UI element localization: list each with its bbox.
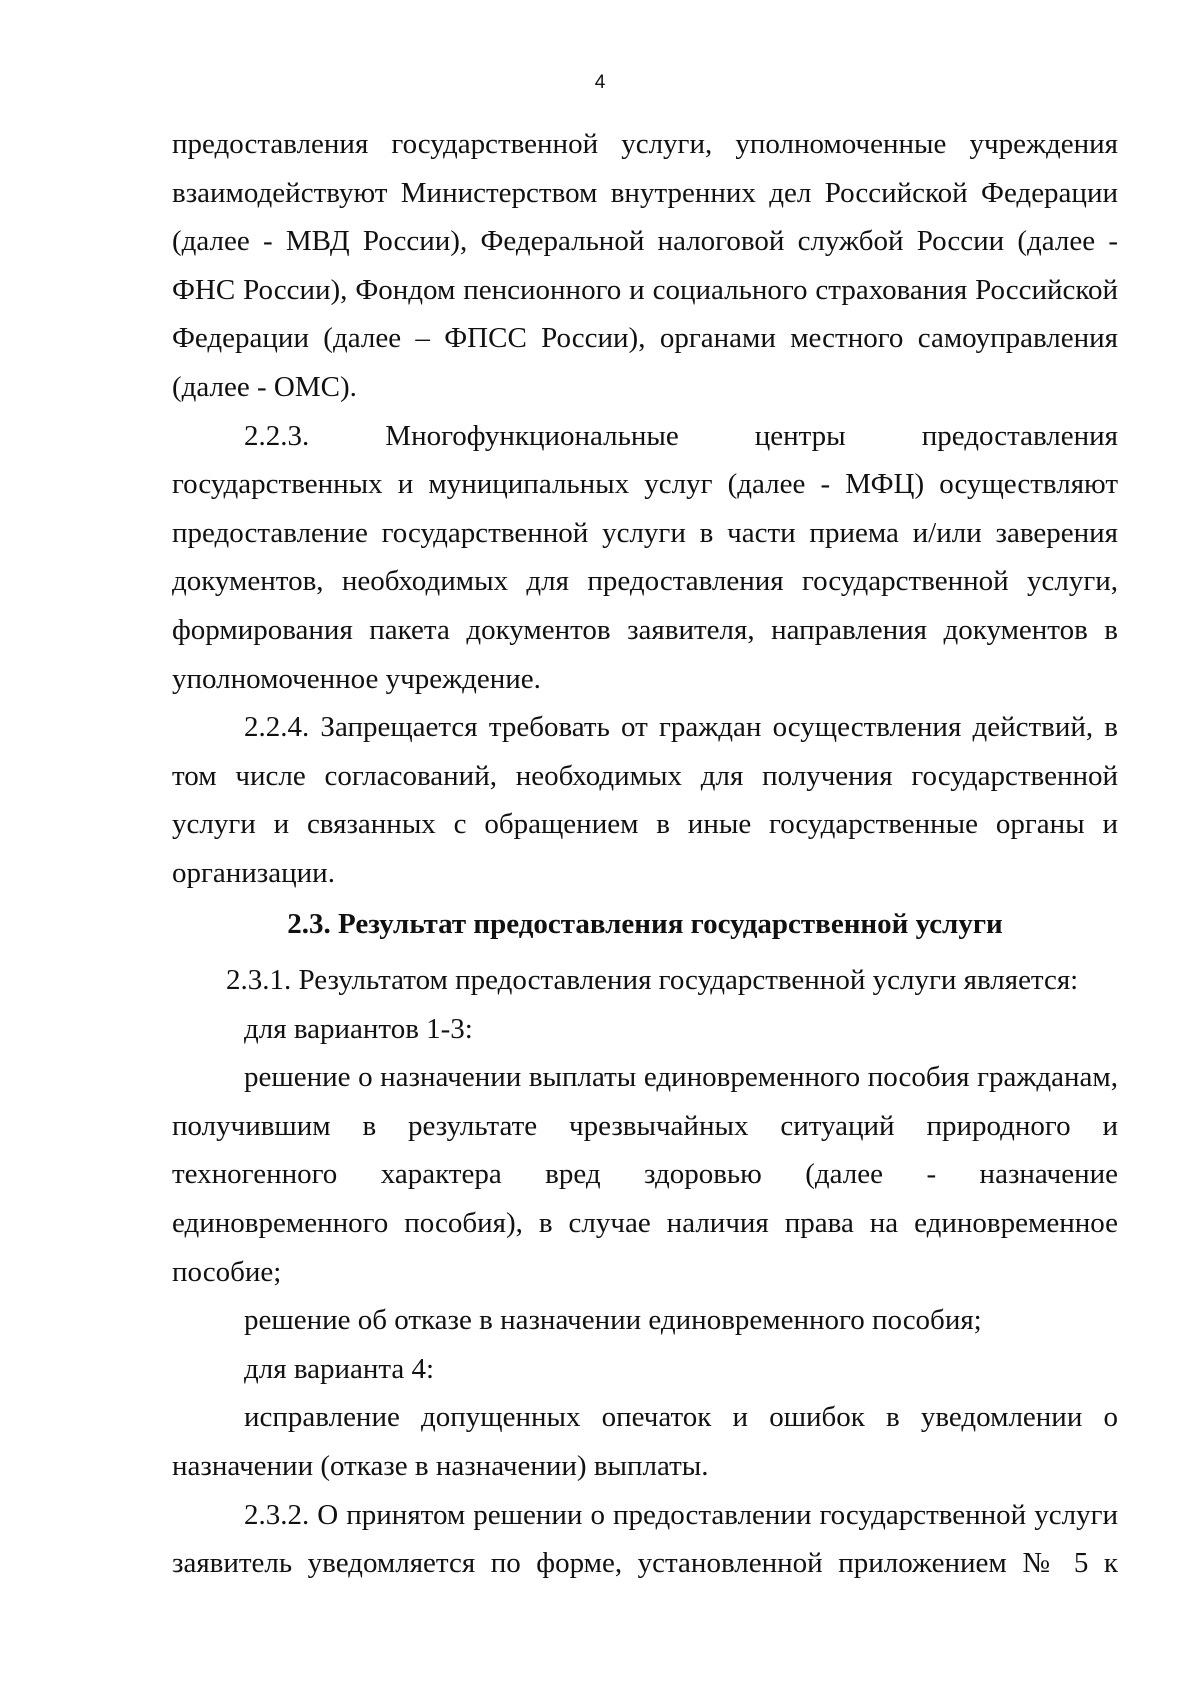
page-number: 4 [594,72,606,93]
paragraph-correction: исправление допущенных опечаток и ошибок в уведомлении о назначении (отказе в назначении) выплаты. [172,1401,1118,1483]
paragraph-variant-4: для варианта 4: [244,1352,435,1385]
paragraph-decision-grant: решение о назначении выплаты единовременного пособия гражданам, получившим в результате чрезвычайных ситуаций природного и техногенного характера вред здоровью (далее - назначение единовременного пособия), в случае наличия права на единовременное пособие; [172,1061,1118,1288]
paragraph-2-2-3: 2.2.3. Многофункциональные центры предоставления государственных и муниципальных услуг (далее - МФЦ) осуществляют предоставление государственной услуги в части приема и/или заверения документов, необходимых для предоставления государственной услуги, формирования пакета документов заявителя, направления документов в уполномоченное учреждение. [172,419,1118,695]
paragraph-2-3-1: 2.3.1. Результатом предоставления государственной услуги является: [226,964,1079,997]
paragraph-decision-refusal: решение об отказе в назначении единовременного пособия; [244,1304,982,1337]
paragraph-2-3-2: 2.3.2. О принятом решении о предоставлении государственной услуги заявитель уведомляется по форме, установленной приложением № 5 к [172,1498,1118,1580]
paragraph-variants-1-3: для вариантов 1-3: [244,1012,473,1045]
paragraph-interaction: предоставления государственной услуги, уполномоченные учреждения взаимодействуют Министерством внутренних дел Российской Федерации (далее - МВД России), Федеральной налоговой службой России (далее - ФНС России), Фондом пенсионного и социального страхования Российской Федерации (далее – ФПСС России), органами местного самоуправления (далее - ОМС). [172,128,1118,403]
section-heading-2-3: 2.3. Результат предоставления государственной услуги [287,907,1003,940]
paragraph-2-2-4: 2.2.4. Запрещается требовать от граждан осуществления действий, в том числе согласований, необходимых для получения государственной услуги и связанных с обращением в иные государственные органы и организации. [172,711,1118,889]
document-body [172,120,1118,1588]
